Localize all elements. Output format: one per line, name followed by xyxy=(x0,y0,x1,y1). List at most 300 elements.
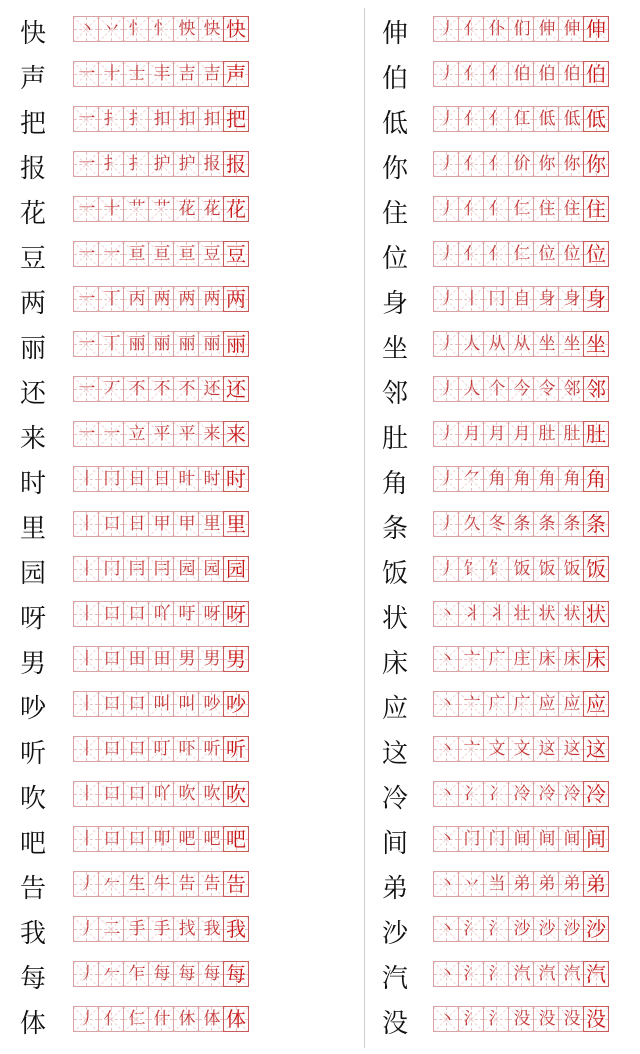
stroke-step-cell xyxy=(123,376,149,402)
stroke-step-cell xyxy=(433,241,459,267)
stroke-step-glyph: 令 xyxy=(538,379,554,399)
stroke-step-cell xyxy=(483,331,509,357)
stroke-step-cell xyxy=(123,916,149,942)
stroke-step-cell xyxy=(483,196,509,222)
stroke-step-glyph: 怏 xyxy=(178,19,194,39)
stroke-step-glyph: 一 xyxy=(78,289,94,309)
stroke-step-cell xyxy=(483,691,509,717)
stroke-step-cell xyxy=(223,196,249,222)
stroke-step-glyph: 角 xyxy=(563,469,579,489)
stroke-step-glyph: 口 xyxy=(128,829,144,849)
stroke-step-cell xyxy=(148,511,174,537)
stroke-step-glyph: 亻 xyxy=(463,64,479,84)
stroke-step-glyph: 亻 xyxy=(463,244,479,264)
stroke-step-glyph: 甲 xyxy=(153,514,169,534)
stroke-step-glyph: 角 xyxy=(513,469,529,489)
stroke-step-glyph: 伯 xyxy=(586,62,606,86)
stroke-step-cell xyxy=(583,196,609,222)
stroke-step-glyph: 丽 xyxy=(128,334,144,354)
stroke-step-glyph: 平 xyxy=(153,424,169,444)
stroke-step-cell xyxy=(173,16,199,42)
stroke-step-glyph: 告 xyxy=(203,874,219,894)
stroke-step-glyph: 当 xyxy=(488,874,504,894)
stroke-step-glyph: 亻 xyxy=(463,19,479,39)
stroke-step-glyph: 丅 xyxy=(103,289,119,309)
character-label: 低 xyxy=(381,109,408,139)
stroke-step-glyph: 吵 xyxy=(226,692,246,716)
stroke-step-cell xyxy=(533,691,559,717)
stroke-step-cell xyxy=(148,376,174,402)
stroke-step-glyph: 弟 xyxy=(586,872,606,896)
character-label: 报 xyxy=(19,154,46,184)
stroke-step-cell xyxy=(433,106,459,132)
stroke-order-grid xyxy=(73,826,249,852)
stroke-step-glyph: 你 xyxy=(586,152,606,176)
stroke-step-cell xyxy=(223,601,249,627)
stroke-step-glyph: 丿 xyxy=(438,559,454,579)
stroke-step-cell xyxy=(533,1006,559,1032)
character-label: 角 xyxy=(381,469,408,499)
stroke-step-glyph: 手 xyxy=(153,919,169,939)
stroke-step-cell xyxy=(198,736,224,762)
stroke-step-glyph: 文 xyxy=(513,739,529,759)
stroke-step-cell xyxy=(98,196,124,222)
stroke-step-glyph: 丶 xyxy=(438,649,454,669)
stroke-step-cell xyxy=(148,106,174,132)
stroke-step-glyph: 声 xyxy=(226,62,246,86)
stroke-step-cell xyxy=(508,466,534,492)
stroke-step-cell xyxy=(458,421,484,447)
stroke-step-glyph: 丿 xyxy=(78,874,94,894)
stroke-step-cell xyxy=(533,241,559,267)
stroke-step-glyph: 一 xyxy=(103,424,119,444)
character-label: 吧 xyxy=(19,829,46,859)
stroke-step-glyph: 口 xyxy=(128,784,144,804)
stroke-step-glyph: 扌 xyxy=(103,154,119,174)
stroke-step-cell xyxy=(73,646,99,672)
stroke-step-glyph: 士 xyxy=(128,64,144,84)
stroke-step-glyph: 吧 xyxy=(178,829,194,849)
stroke-order-grid xyxy=(73,871,249,897)
stroke-step-cell xyxy=(533,646,559,672)
stroke-step-glyph: 这 xyxy=(538,739,554,759)
stroke-step-cell xyxy=(198,196,224,222)
stroke-step-glyph: 扣 xyxy=(178,109,194,129)
stroke-step-glyph: 价 xyxy=(513,154,529,174)
character-label: 两 xyxy=(19,289,46,319)
character-label: 住 xyxy=(381,199,408,229)
stroke-step-cell xyxy=(148,826,174,852)
stroke-step-glyph: 丿 xyxy=(78,1009,94,1029)
stroke-step-cell xyxy=(533,826,559,852)
stroke-step-cell xyxy=(558,286,584,312)
stroke-step-cell xyxy=(148,781,174,807)
stroke-step-cell xyxy=(558,106,584,132)
stroke-step-glyph: 没 xyxy=(586,1007,606,1031)
stroke-step-cell xyxy=(123,331,149,357)
stroke-step-cell xyxy=(508,421,534,447)
stroke-step-glyph: 呀 xyxy=(226,602,246,626)
stroke-step-cell xyxy=(148,646,174,672)
stroke-order-grid xyxy=(73,376,249,402)
stroke-step-cell xyxy=(148,961,174,987)
stroke-order-grid xyxy=(433,106,609,132)
stroke-step-cell xyxy=(433,376,459,402)
stroke-step-cell xyxy=(198,781,224,807)
stroke-step-glyph: 氵 xyxy=(488,964,504,984)
stroke-step-glyph: 自 xyxy=(513,289,529,309)
stroke-step-glyph: 住 xyxy=(538,199,554,219)
stroke-step-cell xyxy=(583,556,609,582)
stroke-order-grid xyxy=(73,961,249,987)
stroke-step-cell xyxy=(483,1006,509,1032)
stroke-step-glyph: 报 xyxy=(226,152,246,176)
stroke-step-glyph: 花 xyxy=(178,199,194,219)
stroke-step-glyph: 弟 xyxy=(538,874,554,894)
stroke-step-glyph: 坐 xyxy=(538,334,554,354)
stroke-step-cell xyxy=(508,196,534,222)
stroke-step-glyph: 听 xyxy=(203,739,219,759)
stroke-step-glyph: 饣 xyxy=(463,559,479,579)
stroke-step-glyph: 来 xyxy=(203,424,219,444)
stroke-step-cell xyxy=(558,961,584,987)
stroke-step-cell xyxy=(583,826,609,852)
stroke-order-grid xyxy=(73,916,249,942)
stroke-step-cell xyxy=(433,196,459,222)
stroke-step-cell xyxy=(583,61,609,87)
stroke-step-cell xyxy=(458,916,484,942)
stroke-step-glyph: 叫 xyxy=(153,694,169,714)
stroke-step-cell xyxy=(458,511,484,537)
stroke-step-glyph: 沙 xyxy=(563,919,579,939)
stroke-step-cell xyxy=(433,916,459,942)
stroke-step-glyph: 丿 xyxy=(438,109,454,129)
stroke-step-glyph: 丨 xyxy=(78,694,94,714)
stroke-step-glyph: 告 xyxy=(178,874,194,894)
stroke-step-cell xyxy=(458,781,484,807)
stroke-step-cell xyxy=(148,1006,174,1032)
stroke-order-grid xyxy=(73,1006,249,1032)
stroke-step-cell xyxy=(98,556,124,582)
stroke-order-grid xyxy=(73,106,249,132)
stroke-order-grid xyxy=(73,421,249,447)
stroke-step-glyph: 𠂉 xyxy=(103,874,119,894)
stroke-step-cell xyxy=(458,331,484,357)
stroke-step-glyph: 不 xyxy=(178,379,194,399)
stroke-step-cell xyxy=(173,871,199,897)
character-label: 还 xyxy=(19,379,46,409)
stroke-step-cell xyxy=(533,331,559,357)
stroke-step-glyph: 坐 xyxy=(563,334,579,354)
stroke-step-cell xyxy=(223,961,249,987)
stroke-step-cell xyxy=(98,736,124,762)
stroke-step-glyph: 应 xyxy=(586,692,606,716)
stroke-step-cell xyxy=(198,106,224,132)
stroke-step-glyph: 弟 xyxy=(513,874,529,894)
stroke-order-grid xyxy=(433,286,609,312)
stroke-step-cell xyxy=(508,781,534,807)
stroke-step-glyph: 吧 xyxy=(226,827,246,851)
stroke-step-cell xyxy=(533,466,559,492)
stroke-step-glyph: 亠 xyxy=(463,649,479,669)
stroke-step-cell xyxy=(508,871,534,897)
stroke-step-glyph: 牛 xyxy=(153,874,169,894)
stroke-step-glyph: 亻 xyxy=(463,109,479,129)
stroke-step-glyph: 月 xyxy=(513,424,529,444)
stroke-step-cell xyxy=(508,736,534,762)
stroke-step-glyph: 扣 xyxy=(153,109,169,129)
stroke-step-glyph: 广 xyxy=(513,694,529,714)
stroke-step-glyph: 园 xyxy=(178,559,194,579)
stroke-step-glyph: 丨 xyxy=(78,604,94,624)
stroke-step-glyph: 丽 xyxy=(226,332,246,356)
stroke-step-glyph: 氵 xyxy=(488,919,504,939)
stroke-step-cell xyxy=(148,286,174,312)
stroke-step-glyph: 低 xyxy=(563,109,579,129)
stroke-step-glyph: 丨 xyxy=(78,649,94,669)
stroke-step-cell xyxy=(98,286,124,312)
stroke-step-cell xyxy=(173,466,199,492)
stroke-step-glyph: 没 xyxy=(563,1009,579,1029)
stroke-step-glyph: 一 xyxy=(78,154,94,174)
stroke-step-cell xyxy=(173,601,199,627)
stroke-step-cell xyxy=(558,916,584,942)
stroke-step-cell xyxy=(173,916,199,942)
stroke-step-glyph: 间 xyxy=(513,829,529,849)
stroke-step-cell xyxy=(173,646,199,672)
stroke-step-cell xyxy=(198,331,224,357)
stroke-step-cell xyxy=(558,691,584,717)
stroke-step-glyph: 冃 xyxy=(153,559,169,579)
stroke-step-glyph: 间 xyxy=(586,827,606,851)
stroke-step-glyph: 丿 xyxy=(438,19,454,39)
stroke-step-glyph: 口 xyxy=(103,739,119,759)
stroke-step-cell xyxy=(173,241,199,267)
stroke-step-cell xyxy=(458,871,484,897)
stroke-step-cell xyxy=(73,241,99,267)
stroke-step-cell xyxy=(223,106,249,132)
stroke-step-glyph: 不 xyxy=(153,379,169,399)
stroke-step-glyph: 仁 xyxy=(513,199,529,219)
stroke-step-cell xyxy=(558,61,584,87)
stroke-step-cell xyxy=(148,61,174,87)
stroke-step-glyph: 丨 xyxy=(78,829,94,849)
stroke-step-glyph: 手 xyxy=(128,919,144,939)
stroke-step-cell xyxy=(533,601,559,627)
stroke-step-cell xyxy=(483,601,509,627)
stroke-step-cell xyxy=(148,16,174,42)
stroke-step-glyph: 两 xyxy=(153,289,169,309)
stroke-step-glyph: 沙 xyxy=(586,917,606,941)
stroke-step-glyph: 床 xyxy=(538,649,554,669)
stroke-step-cell xyxy=(458,61,484,87)
stroke-step-cell xyxy=(483,421,509,447)
stroke-step-cell xyxy=(433,871,459,897)
stroke-step-glyph: 位 xyxy=(586,242,606,266)
stroke-step-cell xyxy=(433,61,459,87)
stroke-step-cell xyxy=(583,916,609,942)
stroke-step-cell xyxy=(433,511,459,537)
stroke-step-cell xyxy=(123,241,149,267)
stroke-step-glyph: 亻 xyxy=(488,199,504,219)
stroke-step-cell xyxy=(458,646,484,672)
stroke-step-glyph: 壮 xyxy=(513,604,529,624)
stroke-order-grid xyxy=(73,466,249,492)
stroke-step-cell xyxy=(198,556,224,582)
stroke-step-cell xyxy=(98,376,124,402)
stroke-step-cell xyxy=(533,16,559,42)
stroke-step-glyph: 丨 xyxy=(78,784,94,804)
stroke-order-grid xyxy=(433,331,609,357)
stroke-step-glyph: 花 xyxy=(203,199,219,219)
stroke-step-cell xyxy=(73,61,99,87)
stroke-step-glyph: 低 xyxy=(586,107,606,131)
stroke-step-cell xyxy=(458,376,484,402)
stroke-step-glyph: 一 xyxy=(78,109,94,129)
stroke-step-cell xyxy=(433,601,459,627)
stroke-step-cell xyxy=(148,241,174,267)
stroke-step-glyph: 平 xyxy=(178,424,194,444)
stroke-step-glyph: 吉 xyxy=(203,64,219,84)
stroke-step-glyph: 饭 xyxy=(513,559,529,579)
stroke-step-cell xyxy=(583,736,609,762)
stroke-step-cell xyxy=(508,61,534,87)
stroke-step-cell xyxy=(198,646,224,672)
stroke-step-glyph: 还 xyxy=(226,377,246,401)
stroke-step-glyph: 邻 xyxy=(586,377,606,401)
stroke-step-glyph: 坐 xyxy=(586,332,606,356)
character-label: 伯 xyxy=(381,64,408,94)
stroke-step-glyph: 丙 xyxy=(128,289,144,309)
stroke-step-glyph: 亻 xyxy=(103,1009,119,1029)
stroke-step-glyph: 肚 xyxy=(538,424,554,444)
stroke-step-glyph: 丿 xyxy=(438,514,454,534)
stroke-step-cell xyxy=(533,511,559,537)
stroke-step-cell xyxy=(73,466,99,492)
stroke-step-cell xyxy=(223,826,249,852)
stroke-step-glyph: 条 xyxy=(586,512,606,536)
stroke-step-cell xyxy=(148,736,174,762)
stroke-step-glyph: 忄 xyxy=(153,19,169,39)
stroke-step-cell xyxy=(123,646,149,672)
stroke-order-grid xyxy=(73,646,249,672)
stroke-step-glyph: 冫 xyxy=(488,784,504,804)
stroke-step-cell xyxy=(458,1006,484,1032)
stroke-order-grid xyxy=(433,691,609,717)
stroke-step-cell xyxy=(223,466,249,492)
character-label: 位 xyxy=(381,244,408,274)
stroke-step-glyph: 听 xyxy=(226,737,246,761)
stroke-step-glyph: 吵 xyxy=(203,694,219,714)
stroke-step-cell xyxy=(433,736,459,762)
stroke-step-cell xyxy=(223,736,249,762)
stroke-step-glyph: 庄 xyxy=(513,649,529,669)
stroke-step-cell xyxy=(123,1006,149,1032)
stroke-step-cell xyxy=(558,421,584,447)
stroke-step-cell xyxy=(558,331,584,357)
stroke-step-cell xyxy=(483,151,509,177)
character-label: 豆 xyxy=(19,244,46,274)
character-label: 听 xyxy=(19,739,46,769)
stroke-step-cell xyxy=(583,466,609,492)
stroke-step-cell xyxy=(148,331,174,357)
stroke-step-cell xyxy=(223,781,249,807)
character-label: 告 xyxy=(19,874,46,904)
stroke-step-glyph: 伸 xyxy=(538,19,554,39)
stroke-order-grid xyxy=(73,781,249,807)
stroke-step-glyph: 从 xyxy=(513,334,529,354)
stroke-step-cell xyxy=(148,151,174,177)
stroke-step-glyph: 丶 xyxy=(438,694,454,714)
stroke-step-glyph: 汽 xyxy=(538,964,554,984)
stroke-step-cell xyxy=(173,781,199,807)
stroke-step-glyph: 一 xyxy=(78,199,94,219)
stroke-step-cell xyxy=(198,1006,224,1032)
stroke-step-cell xyxy=(583,601,609,627)
stroke-step-glyph: 伸 xyxy=(586,17,606,41)
stroke-step-glyph: 条 xyxy=(563,514,579,534)
character-label: 快 xyxy=(19,19,46,49)
stroke-step-cell xyxy=(458,151,484,177)
stroke-step-glyph: 丶 xyxy=(438,784,454,804)
stroke-step-cell xyxy=(123,466,149,492)
stroke-step-cell xyxy=(98,241,124,267)
stroke-step-glyph: 角 xyxy=(488,469,504,489)
stroke-step-cell xyxy=(173,286,199,312)
stroke-step-cell xyxy=(583,16,609,42)
stroke-step-cell xyxy=(223,421,249,447)
stroke-step-glyph: 快 xyxy=(203,19,219,39)
stroke-step-glyph: 我 xyxy=(226,917,246,941)
stroke-step-cell xyxy=(173,826,199,852)
stroke-step-cell xyxy=(508,241,534,267)
stroke-step-cell xyxy=(173,736,199,762)
stroke-step-glyph: 伯 xyxy=(563,64,579,84)
stroke-step-cell xyxy=(433,16,459,42)
stroke-step-cell xyxy=(533,916,559,942)
stroke-step-glyph: 亻 xyxy=(463,154,479,174)
stroke-step-cell xyxy=(98,691,124,717)
character-label: 你 xyxy=(381,154,408,184)
stroke-step-glyph: 条 xyxy=(513,514,529,534)
stroke-step-glyph: 亻 xyxy=(488,154,504,174)
stroke-step-glyph: 身 xyxy=(563,289,579,309)
character-label: 应 xyxy=(381,694,408,724)
stroke-step-glyph: 豆 xyxy=(226,242,246,266)
stroke-step-glyph: 氵 xyxy=(488,1009,504,1029)
character-label: 吹 xyxy=(19,784,46,814)
stroke-step-cell xyxy=(173,961,199,987)
stroke-step-glyph: 间 xyxy=(538,829,554,849)
stroke-step-glyph: 饭 xyxy=(538,559,554,579)
stroke-step-glyph: 从 xyxy=(488,334,504,354)
stroke-step-cell xyxy=(458,106,484,132)
stroke-step-cell xyxy=(173,151,199,177)
stroke-step-glyph: 吹 xyxy=(203,784,219,804)
stroke-step-glyph: 报 xyxy=(203,154,219,174)
stroke-step-cell xyxy=(533,196,559,222)
stroke-step-glyph: 丿 xyxy=(438,289,454,309)
stroke-step-glyph: 叮 xyxy=(153,739,169,759)
stroke-step-cell xyxy=(98,646,124,672)
stroke-step-glyph: 立 xyxy=(128,424,144,444)
stroke-step-glyph: 冷 xyxy=(513,784,529,804)
stroke-step-cell xyxy=(198,151,224,177)
stroke-step-glyph: 呀 xyxy=(203,604,219,624)
stroke-step-cell xyxy=(123,61,149,87)
stroke-step-cell xyxy=(173,196,199,222)
stroke-step-glyph: 二 xyxy=(103,919,119,939)
